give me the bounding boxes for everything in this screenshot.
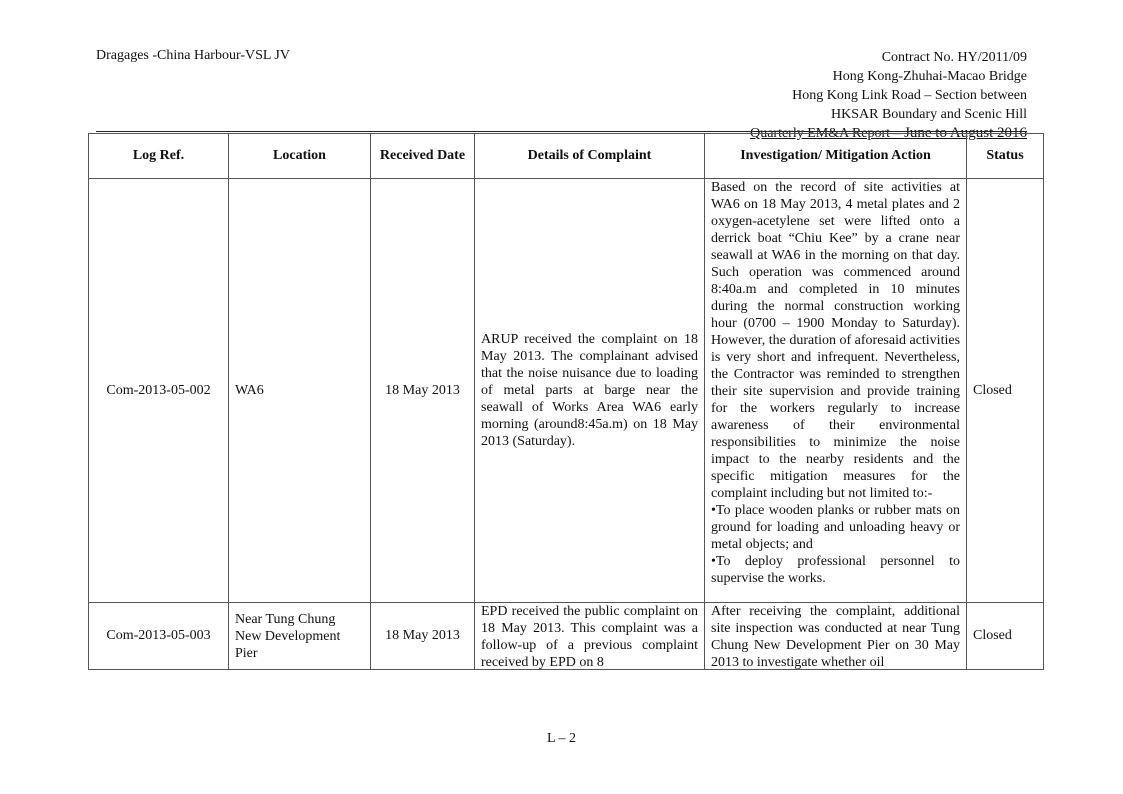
project-section: Hong Kong Link Road – Section between — [792, 88, 1027, 103]
details-text: ARUP received the complaint on 18 May 2013. The complainant advised that the noise nuisance due to loading of metal parts at barge near the seawall of Works Area WA6 early morning (around8:45a.m) on 18 May 2013 (Saturday). — [481, 332, 698, 449]
details-text: EPD received the public complaint on 18 May 2013. This complaint was a follow-up of a previous complaint received by EPD on 8 — [481, 604, 698, 669]
investigation-bullet: •To deploy professional personnel to supervise the works. — [711, 554, 960, 586]
cell-details — [475, 603, 705, 670]
cell-log-ref: Com-2013-05-003 — [89, 603, 229, 670]
cell-log-ref: Com-2013-05-002 — [89, 179, 229, 603]
report-prefix: Quarterly EM&A Report – — [750, 126, 905, 141]
project-section-end: HKSAR Boundary and Scenic Hill — [831, 107, 1027, 122]
location-text: Near Tung Chung New Development Pier — [235, 611, 341, 661]
col-header-details: Details of Complaint — [475, 134, 705, 179]
col-header-status: Status — [967, 134, 1044, 179]
project-name: Hong Kong-Zhuhai-Macao Bridge — [832, 69, 1027, 84]
table-row — [89, 179, 1044, 603]
contract-number: Contract No. HY/2011/09 — [881, 50, 1027, 65]
cell-received-date: 18 May 2013 — [371, 603, 475, 670]
investigation-bullet: •To place wooden planks or rubber mats on ground for loading and unloading heavy or metal objects; and — [711, 503, 960, 552]
cell-status: Closed — [967, 603, 1044, 670]
contract-info — [750, 48, 1027, 143]
cell-details — [475, 179, 705, 603]
investigation-text: After receiving the complaint, additional site inspection was conducted at near Tung Chung New Development Pier on 30 May 2013 to investigate whether oil — [711, 604, 960, 669]
col-header-received-date: Received Date — [371, 134, 475, 179]
table-row — [89, 603, 1044, 670]
cell-investigation — [705, 603, 967, 670]
cell-investigation — [705, 179, 967, 603]
complaint-log-table — [88, 133, 1044, 670]
report-period: June to August 2016 — [904, 125, 1027, 141]
table-header-row — [89, 134, 1044, 179]
col-header-investigation: Investigation/ Mitigation Action — [705, 134, 967, 179]
cell-location: WA6 — [229, 179, 371, 603]
page-number: L – 2 — [546, 731, 577, 746]
cell-received-date: 18 May 2013 — [371, 179, 475, 603]
contractor-name: Dragages -China Harbour-VSL JV — [96, 48, 290, 63]
investigation-text: Based on the record of site activities at WA6 on 18 May 2013, 4 metal plates and 2 oxygen-acetylene set were lifted onto a derrick boat “Chiu Kee” by a crane near seawall at WA6 in the morning on that day. Such operation was commenced around 8:40a.m and completed in 10 minutes during the normal construction working hour (0700 – 1900 Monday to Saturday). However, the duration of aforesaid activities is very short and infrequent. Nevertheless, the Contractor was reminded to strengthen their site supervision and provide training for the workers regularly to increase awareness of their environmental responsibilities to minimize the noise impact to the nearby residents and the specific mitigation measures for the complaint including but not limited to:- — [711, 180, 961, 501]
cell-status: Closed — [967, 179, 1044, 603]
col-header-log-ref: Log Ref. — [89, 134, 229, 179]
col-header-location: Location — [229, 134, 371, 179]
header-rule — [96, 131, 1027, 132]
cell-location — [229, 603, 371, 670]
